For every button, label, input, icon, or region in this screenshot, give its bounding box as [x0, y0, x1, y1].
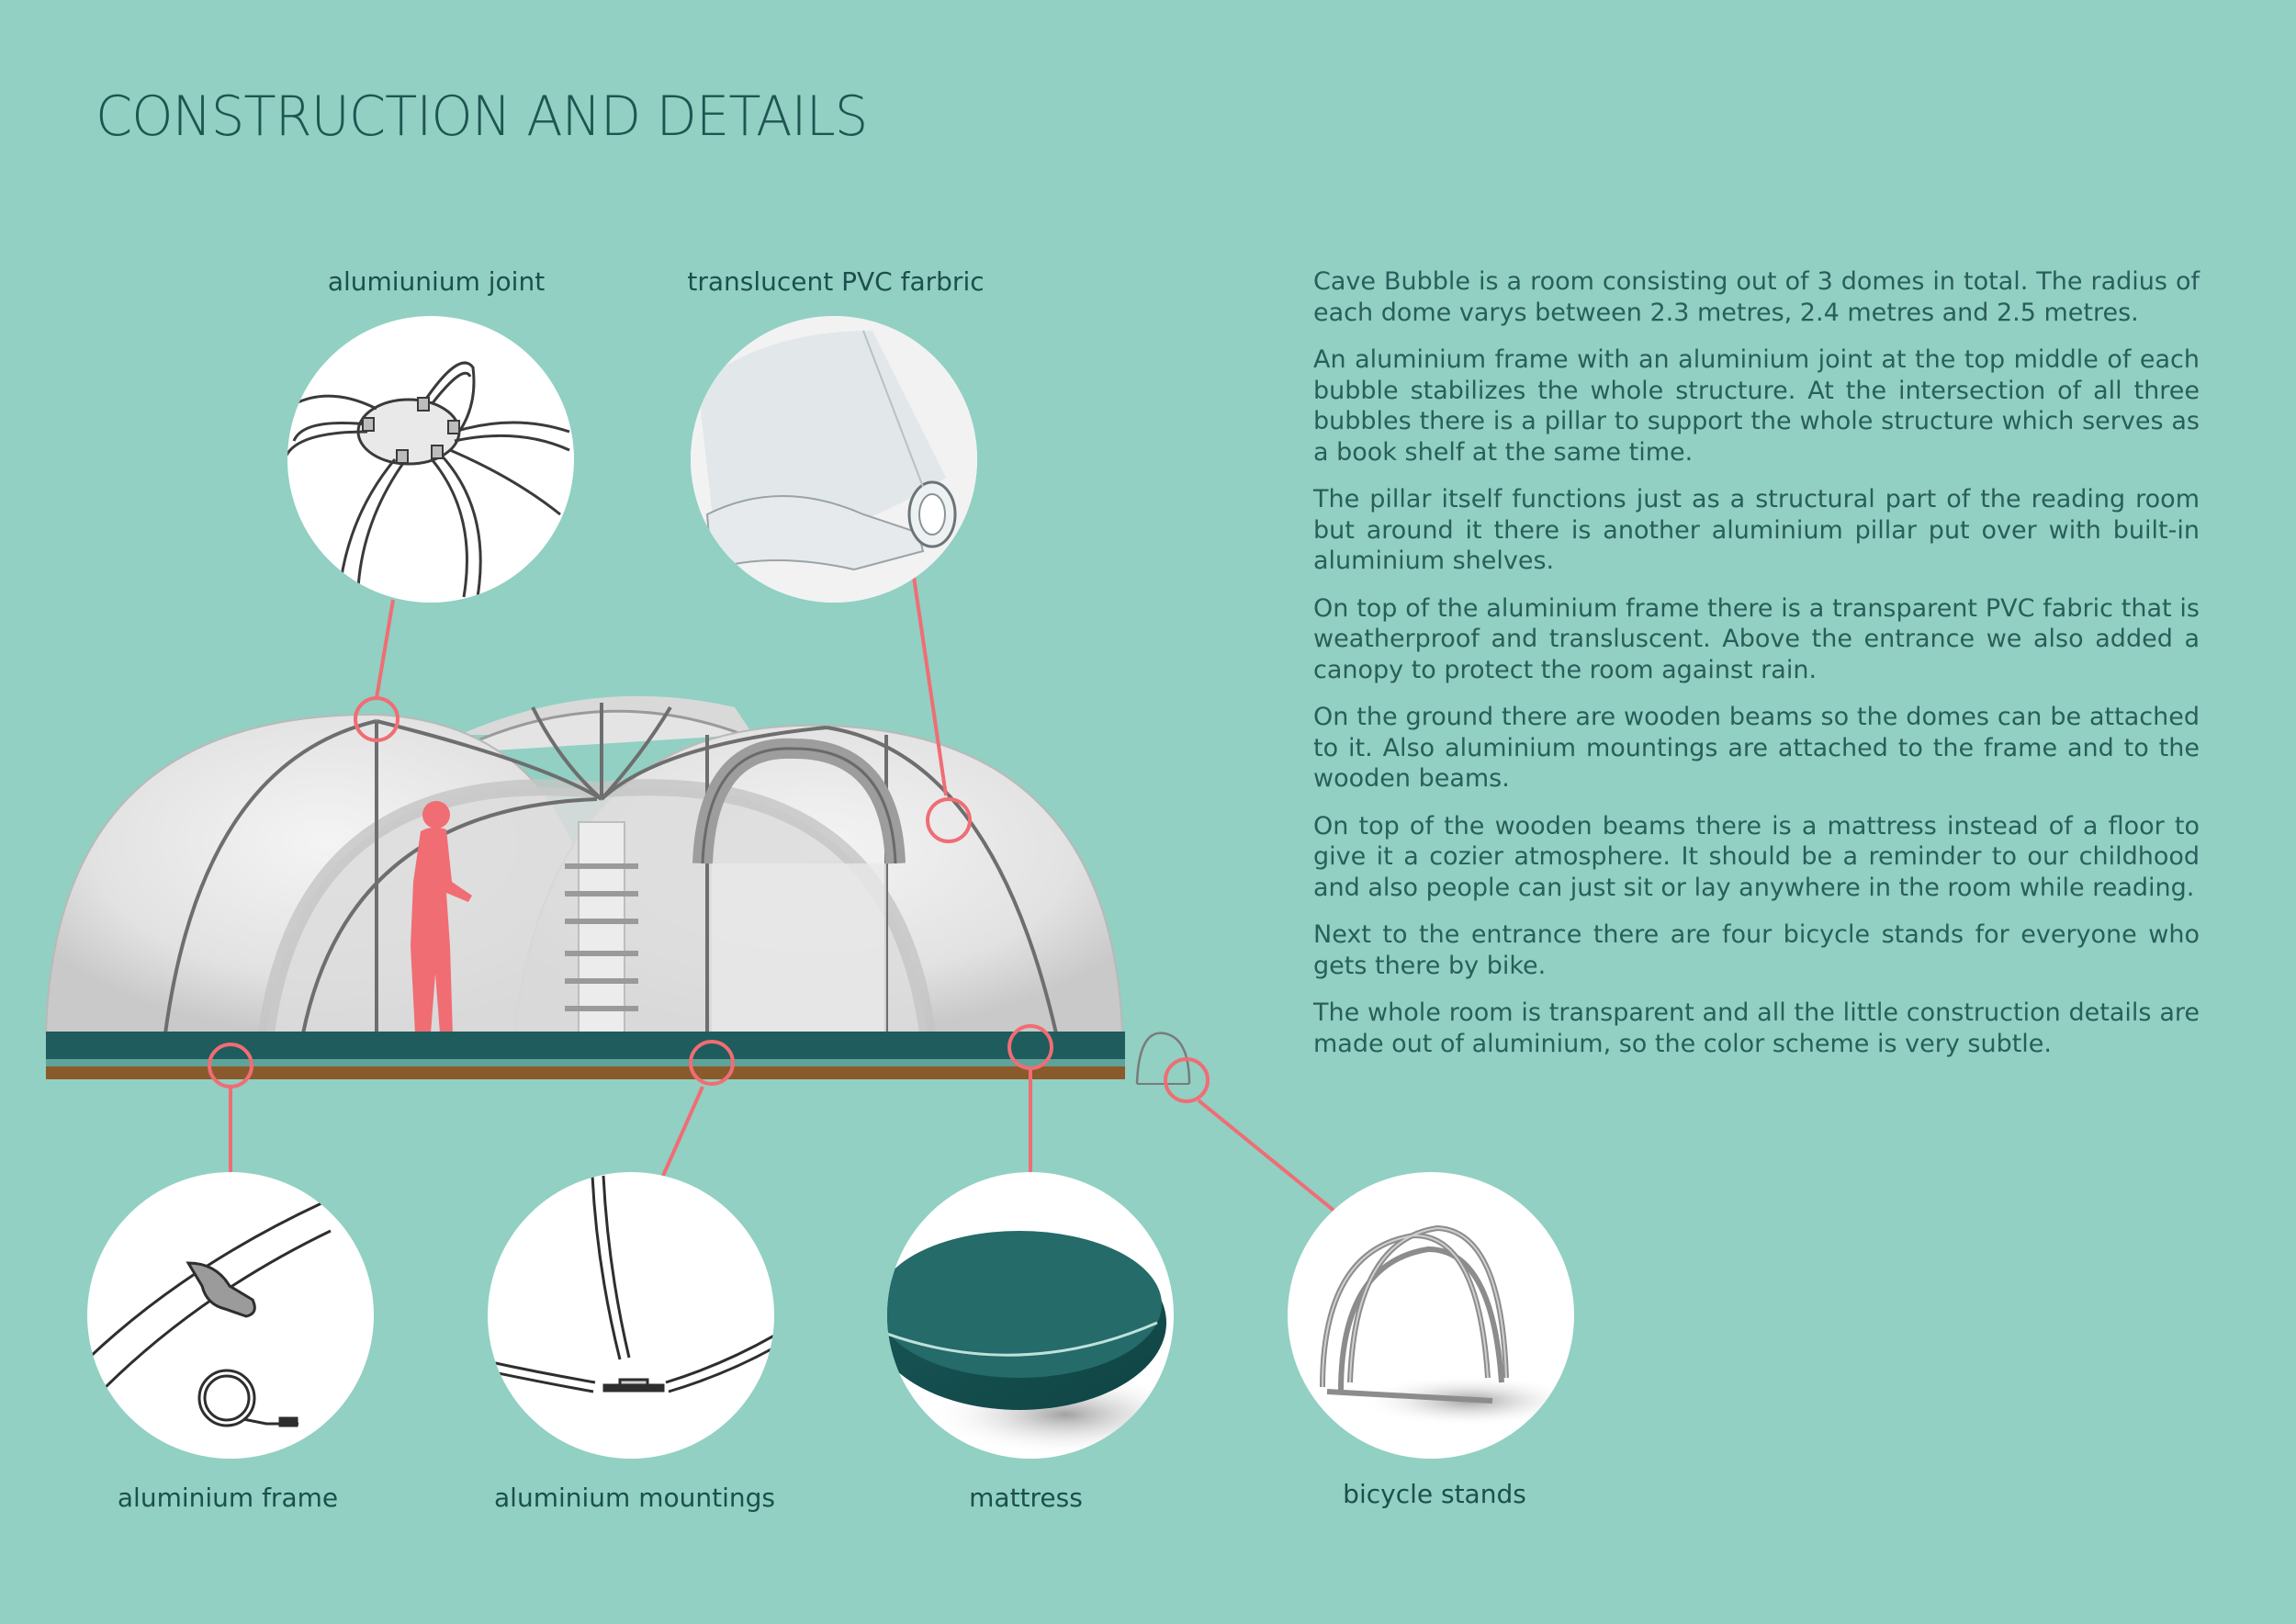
- paragraph: The pillar itself functions just as a structural part of the reading room but around it there is another aluminium pillar put over with built-in aluminium shelves.: [1313, 485, 2200, 575]
- mountings-label: aluminium mountings: [494, 1483, 775, 1513]
- frame-detail-circle: [87, 1172, 374, 1459]
- description-text: [1313, 266, 2200, 1076]
- joint-label: alumiunium joint: [327, 266, 546, 297]
- paragraph: On top of the aluminium frame there is a transparent PVC fabric that is weatherproof and transluscent. Above the entrance we also added a canopy to protect the room against rain.: [1313, 593, 2200, 684]
- mountings-detail-circle: [485, 1172, 782, 1459]
- paragraph: Next to the entrance there are four bicycle stands for everyone who gets there by bike.: [1313, 920, 2200, 980]
- fabric-label: translucent PVC farbric: [687, 266, 985, 297]
- mattress-label: mattress: [969, 1483, 1083, 1513]
- joint-detail-circle: [285, 316, 574, 603]
- mattress-detail-circle: [872, 1172, 1203, 1459]
- page-title: CONSTRUCTION AND DETAILS: [96, 85, 868, 149]
- paragraph: Cave Bubble is a room consisting out of 3 domes in total. The radius of each dome varys between 2.3 metres, 2.4 metres and 2.5 metres.: [1313, 267, 2200, 327]
- paragraph: The whole room is transparent and all the little construction details are made out of aluminium, so the color scheme is very subtle.: [1313, 998, 2200, 1058]
- paragraph: On the ground there are wooden beams so the domes can be attached to it. Also aluminium mountings are attached to the frame and to the wooden beams.: [1313, 703, 2200, 793]
- fabric-detail-circle: [691, 316, 977, 603]
- bicycle-label: bicycle stands: [1343, 1479, 1526, 1509]
- bicycle-detail-circle: [1288, 1172, 1580, 1459]
- paragraph: An aluminium frame with an aluminium joint at the top middle of each bubble stabilizes the whole structure. At the intersection of all three bubbles there is a pillar to support the whole structure which serves as a book shelf at the same time.: [1313, 345, 2200, 467]
- frame-label: aluminium frame: [117, 1483, 339, 1513]
- mattress-floor: [46, 1032, 1125, 1059]
- paragraph: On top of the wooden beams there is a mattress instead of a floor to give it a cozier atmosphere. It should be a reminder to our childhood and also people can just sit or lay anywhere in the room while reading.: [1313, 811, 2200, 902]
- pillar: [579, 822, 625, 1033]
